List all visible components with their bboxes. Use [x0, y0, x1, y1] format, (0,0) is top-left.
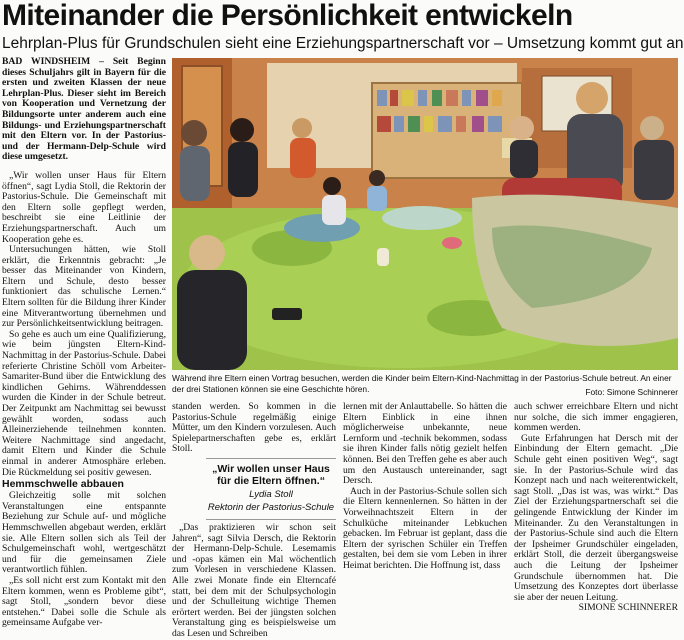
article-photo: [172, 58, 678, 370]
lead-paragraph: [2, 57, 166, 163]
caption-text: Während ihre Eltern einen Vortrag besuchen, werden die Kinder beim Eltern-Kind-Nachmittag in der Pastorius-Schule betreut. An einer der drei Stationen können sie eine Geschichte hören.: [172, 373, 672, 394]
quote-text: „Wir wollen unser Haus für die Eltern öffnen.“: [212, 462, 330, 487]
body-paragraph: Untersuchungen hätten, wie Stoll erklärt, die Erkenntnis gebracht: „Je besser das Miteinander von Kindern, Eltern und Schule, desto besser funktioniert das schulische Lernen.“ Eltern sollten für die Bildung ihrer Kinder eine Mitverantwortung übernehmen und zur Persönlichkeitsentwicklung beitragen.: [2, 244, 166, 330]
article-column-4: [514, 401, 678, 614]
pull-quote: [206, 458, 336, 520]
byline: SIMONE SCHINNERER: [578, 602, 678, 614]
dateline: BAD WINDSHEIM –: [2, 56, 104, 67]
body-paragraph: Gute Erfahrungen hat Dersch mit der Einbindung der Eltern gemacht. „Die Schule geht einen positiven Weg“, sagt sie. In der Pastorius-Schule wird das Konzept nach und nach weiterentwickelt, sagt Stoll. „Das ist was, was wirkt.“ Das Ziel der Erziehungspartnerschaft sei die gelingende Entwicklung der Kinder im Miteinander. Zu den Veranstaltungen in der Pastorius-Schule sind auch die Eltern der Ipsheimer Grundschüler eingeladen, erklärt Stoll, die derzeit übergangsweise auch die Leitung der Ipsheimer Grundschule übernommen hat. Die Umsetzung des Konzeptes dort überlasse sie aber der neuen Leitung.: [514, 432, 678, 603]
photo-caption: [172, 373, 678, 397]
lead-text: Seit Beginn dieses Schuljahrs gilt in Bayern für die ersten und zweiten Klassen der neue Lehrplan-Plus. Dieser sieht im Bereich von Kooperation und Vernetzung der Bildungsorte unter anderem auch eine Bildungs- und Erziehungspartnerschaft mit den Eltern vor. In der Pastorius- und der Hermann-Delp-Schule wird diese umgesetzt.: [2, 56, 166, 163]
body-paragraph: Gleichzeitig solle mit solchen Veranstaltungen eine entspannte Beziehung zur Schule auf- und mögliche Hemmschwellen abgebaut werden, erklärt sie. Alle Eltern sollen sich als Teil der Schulgemeinschaft wohl, wertgeschätzt und für die gemeinsamen Ziele verantwortlich fühlen.: [2, 490, 166, 576]
body-paragraph: So gehe es auch um eine Qualifizierung, wie beim jüngsten Eltern-Kind-Nachmittag in der Pastorius-Schule. Dabei referierte Christine Schöll vom Arbeiter-Samariter-Bund über die Entwicklung des kindlichen Gehirns. Währenddessen wurden die Kinder in der Schule betreut. Der Zeitpunkt am Nachmittag sei bewusst gewählt worden, sodass auch Alleinerziehende teilnehmen konnten. Weitere Nachmittage sind angedacht, damit Eltern und Kinder die Schule einmal in anderer Atmosphäre erleben. Die Rückmeldung sei positiv gewesen.: [2, 328, 166, 478]
body-paragraph: „Es soll nicht erst zum Kontakt mit den Eltern kommen, wenn es Probleme gibt“, sagt Stoll, „sondern bevor diese entstehen.“ Dabei solle die Schule als gemeinsame Aufgabe ver-: [2, 574, 166, 629]
body-paragraph: lernen mit der Anlauttabelle. So hätten die Eltern Einblick in eine ihnen möglicherweise unbekannte, neue Lernform und -technik bekommen, sodass sie ihren Kinder falls nötig gezielt helfen können. Bei den Treffen gehe es aber auch um den Austausch untereinander, sagt Dersch.: [343, 401, 507, 487]
section-heading: Hemmschwelle abbauen: [2, 478, 124, 491]
article-column-3: [343, 402, 507, 596]
body-paragraph: auch schwer erreichbare Eltern und nicht nur solche, die sich immer engagieren, kommen werden.: [514, 401, 678, 434]
body-paragraph: standen werden. So kommen in die Pastorius-Schule regelmäßig einige Mütter, um den Kindern vorzulesen. Auch Spielepartnerschaften gebe es, erklärt Stoll.: [172, 401, 336, 455]
article-subheadline: Lehrplan-Plus für Grundschulen sieht eine Erziehungspartnerschaft vor – Umsetzung kommt gut an: [2, 35, 684, 52]
photo-credit: Foto: Simone Schinnerer: [585, 386, 678, 397]
quote-author-name: Lydia Stoll: [249, 488, 293, 500]
body-paragraph: „Das praktizieren wir schon seit Jahren“, sagt Silvia Dersch, die Rektorin der Hermann-Delp-Schule. Lesemamis und -opas kämen ein Mal wöchentlich zum Vorlesen in verschiedene Klassen. Alle zwei Monate finde ein Elterncafé statt, bei dem mit der Schulpsychologin und der Schulleitung wichtige Themen erörtert werden. Bei der jüngsten solchen Veranstaltung ging es beispielsweise um das Lesen und Schreiben: [172, 521, 336, 639]
body-paragraph: „Wir wollen unser Haus für Eltern öffnen“, sagt Lydia Stoll, die Rektorin der Pastorius-Schule. Die Gemeinschaft mit den Eltern solle gepflegt werden, beschreibt sie eine Leitlinie der Erziehungspartnerschaft. Auch um Kooperation gehe es.: [2, 169, 166, 245]
article-column-2: [172, 401, 336, 639]
quote-author-role: Rektorin der Pastorius-Schule: [207, 501, 335, 513]
article-column-1: [2, 56, 166, 629]
body-paragraph: Auch in der Pastorius-Schule sollen sich die Eltern kennenlernen. So hätten in der Vorweihnachtszeit Eltern in der Schulküche miteinander Lebkuchen gebacken. Im Februar ist geplant, dass die Eltern der syrischen Schüler ein Treffen gestalten, bei dem sie vom Leben in ihrer Heimat berichten. Die Hoffnung ist, dass: [343, 485, 507, 571]
article-headline: Miteinander die Persönlichkeit entwickeln: [2, 0, 573, 32]
classroom-photo: [172, 58, 678, 370]
